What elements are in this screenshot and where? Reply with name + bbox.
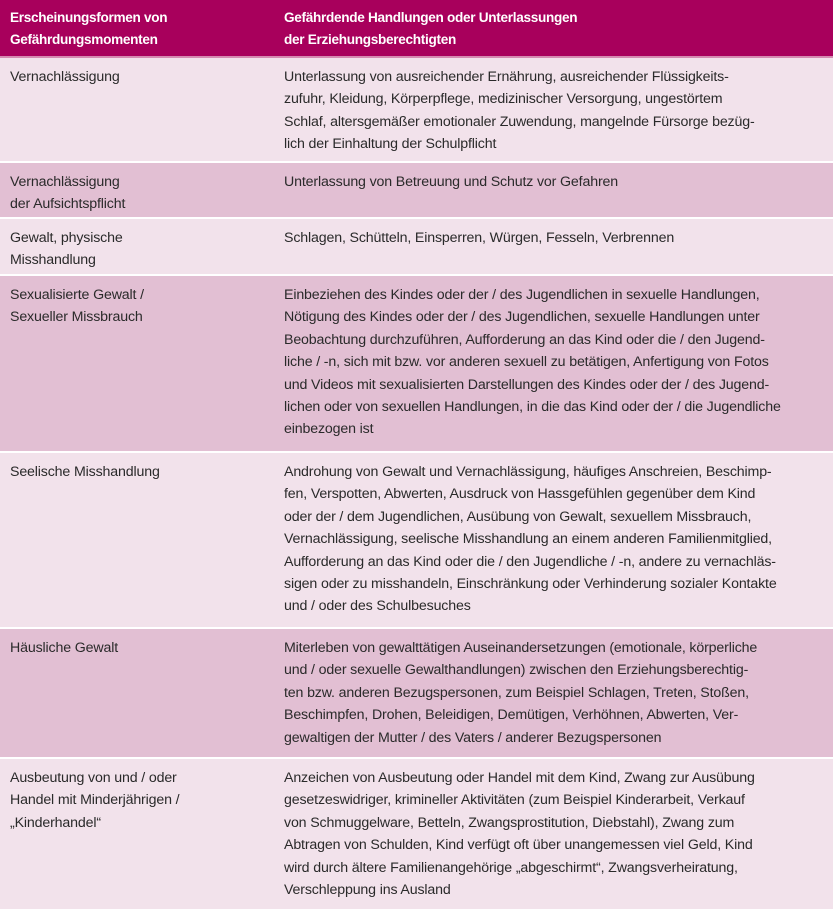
cell-text-line: Abtragen von Schulden, Kind verfügt oft über unangemessen viel Geld, Kind <box>284 837 753 854</box>
cell-text-line: Misshandlung <box>10 252 96 269</box>
cell-text-line: oder der / dem Jugendlichen, Ausübung von Gewalt, sexuellem Missbrauch, <box>284 508 752 525</box>
cell-text-line: ten bzw. anderen Bezugspersonen, zum Beispiel Schlagen, Treten, Stoßen, <box>284 684 749 701</box>
cell-text-line: Beobachtung durchzuführen, Aufforderung an das Kind oder die / den Jugend- <box>284 331 765 348</box>
cell-text-line: wird durch ältere Familienangehörige „abgeschirmt“, Zwangsverheiratung, <box>284 859 738 876</box>
cell-text-line: und / oder sexuelle Gewalthandlungen) zwischen den Erziehungsberechtig- <box>284 662 749 679</box>
form-cell <box>0 219 274 274</box>
cell-text-line: Beschimpfen, Drohen, Beleidigen, Demütigen, Verhöhnen, Abwerten, Ver- <box>284 707 739 724</box>
cell-text-line: Androhung von Gewalt und Vernachlässigung, häufiges Anschreien, Beschimp- <box>284 464 772 480</box>
header-text: der Erziehungsberechtigten <box>284 32 456 48</box>
header-actions <box>274 0 833 56</box>
form-cell <box>0 629 274 757</box>
cell-text-line: Unterlassung von ausreichender Ernährung, ausreichender Flüssigkeits- <box>284 69 729 85</box>
table-row <box>0 453 833 629</box>
form-cell <box>0 163 274 217</box>
table-row <box>0 276 833 453</box>
cell-text-line: fen, Verspotten, Abwerten, Ausdruck von Hassgefühlen gegenüber dem Kind <box>284 486 756 503</box>
table-row <box>0 163 833 219</box>
cell-text-line: Sexualisierte Gewalt / <box>10 287 144 303</box>
actions-cell <box>274 759 833 909</box>
cell-text-line: liche / -n, sich mit bzw. vor anderen sexuell zu betätigen, Anfertigung von Fotos <box>284 354 769 371</box>
cell-text-line: Vernachlässigung, seelische Misshandlung an einem anderen Familienmitglied, <box>284 531 772 548</box>
cell-text-line: Seelische Misshandlung <box>10 464 160 480</box>
header-forms <box>0 0 274 56</box>
cell-text-line: Einbeziehen des Kindes oder der / des Jugendlichen in sexuelle Handlungen, <box>284 287 760 303</box>
table-header <box>0 0 833 58</box>
cell-text-line: Miterleben von gewalttätigen Auseinandersetzungen (emotionale, körperliche <box>284 640 758 656</box>
cell-text-line: Sexueller Missbrauch <box>10 309 143 326</box>
cell-text-line: einbezogen ist <box>284 421 374 438</box>
cell-text-line: Handel mit Minderjährigen / <box>10 792 180 809</box>
actions-cell <box>274 629 833 757</box>
actions-cell <box>274 58 833 161</box>
table-row <box>0 629 833 759</box>
cell-text-line: Verschleppung ins Ausland <box>284 882 451 899</box>
cell-text-line: lichen oder von sexuellen Handlungen, in die das Kind oder der / die Jugendliche <box>284 399 781 416</box>
cell-text-line: Gewalt, physische <box>10 230 123 246</box>
cell-text-line: Ausbeutung von und / oder <box>10 770 177 786</box>
table-row <box>0 219 833 276</box>
cell-text-line: gewaltigen der Mutter / des Vaters / anderer Bezugspersonen <box>284 729 662 746</box>
cell-text-line: und Videos mit sexualisierten Darstellungen des Kindes oder der / des Jugend- <box>284 376 770 393</box>
cell-text-line: der Aufsichtspflicht <box>10 196 126 213</box>
form-cell <box>0 759 274 909</box>
actions-cell <box>274 453 833 627</box>
cell-text-line: Nötigung des Kindes oder der / des Jugendlichen, sexuelle Handlungen unter <box>284 309 760 326</box>
cell-text-line: Häusliche Gewalt <box>10 640 118 656</box>
header-text: Erscheinungsformen von <box>10 10 168 25</box>
header-text: Gefährdende Handlungen oder Unterlassungen <box>284 10 578 25</box>
cell-text-line: Schlagen, Schütteln, Einsperren, Würgen, Fesseln, Verbrennen <box>284 230 675 246</box>
cell-text-line: Schlaf, altersgemäßer emotionaler Zuwendung, mangelnde Fürsorge bezüg- <box>284 113 755 130</box>
form-cell <box>0 276 274 451</box>
cell-text-line: Vernachlässigung <box>10 174 120 190</box>
cell-text-line: „Kinderhandel“ <box>10 814 101 831</box>
cell-text-line: und / oder des Schulbesuches <box>284 598 471 615</box>
table-row <box>0 759 833 911</box>
cell-text-line: Anzeichen von Ausbeutung oder Handel mit dem Kind, Zwang zur Ausübung <box>284 770 755 786</box>
actions-cell <box>274 276 833 451</box>
form-cell <box>0 453 274 627</box>
cell-text-line: von Schmuggelware, Betteln, Zwangsprostitution, Diebstahl), Zwang zum <box>284 814 735 831</box>
actions-cell <box>274 219 833 274</box>
header-text: Gefährdungsmomenten <box>10 32 158 48</box>
cell-text-line: gesetzeswidriger, krimineller Aktivitäten (zum Beispiel Kinderarbeit, Verkauf <box>284 792 745 809</box>
actions-cell <box>274 163 833 217</box>
cell-text-line: Aufforderung an das Kind oder die / den Jugendliche / -n, andere zu vernachläs- <box>284 553 776 570</box>
table-row <box>0 58 833 163</box>
cell-text-line: lich der Einhaltung der Schulpflicht <box>284 136 497 153</box>
cell-text-line: Unterlassung von Betreuung und Schutz vor Gefahren <box>284 174 618 190</box>
cell-text-line: sigen oder zu misshandeln, Einschränkung oder Verhinderung sozialer Kontakte <box>284 576 777 593</box>
cell-text-line: Vernachlässigung <box>10 69 120 85</box>
cell-text-line: zufuhr, Kleidung, Körperpflege, medizinischer Versorgung, ungestörtem <box>284 91 723 108</box>
form-cell <box>0 58 274 161</box>
